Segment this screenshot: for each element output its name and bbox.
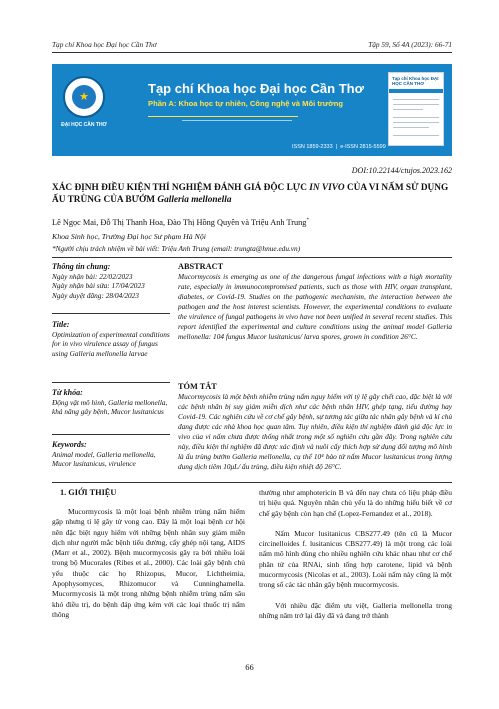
authors: Lê Ngọc Mai, Đỗ Thị Thanh Hoa, Đào Thị Hồng Quyên và Triệu Anh Trung* <box>52 218 309 227</box>
banner-title: Tạp chí Khoa học Đại học Cần Thơ <box>148 81 364 96</box>
star-icon: ★ <box>79 91 89 103</box>
tomtat-heading: TÓM TẮT <box>178 382 217 391</box>
running-journal-name: Tạp chí Khoa học Đại học Cần Thơ <box>52 40 157 49</box>
article-info <box>52 262 170 300</box>
tomtat-text: Mucormycosis là một bệnh nhiễm trùng nấm nguy hiểm với tỷ lệ gây chết cao, đặc biệt là với các bệnh nhân bị suy giảm miễn dịch như các bệnh nhân HIV, ghép tạng, tiểu đường hay Covid-19. Các nghiên cứu về cơ chế gây bệnh, sự tương tác giữa tác nhân gây bệnh và kí chủ đang được các nhà khoa học quan tâm. Tuy nhiên, điều kiện thí nghiệm đánh giá độc lực in vivo của vi nấm chưa được thống nhất trong một số nghiên cứu gần đây. Trong nghiên cứu này, điều kiện thí nghiệm đã được xác định và nuôi cấy thích hợp sử dụng đối tượng mô hình là ấu trùng bướm Galleria mellonella, cụ thể 10⁴ bào tử nấm Mucor lusitanicus trong lượng dung dịch tiêm 10μL/ ấu trùng, điều kiện nhiệt độ 26°C. <box>178 392 452 471</box>
english-title: Optimization of experimental conditions for in vivo virulence assay of fungus using Galleria mellonella larvae <box>52 329 170 358</box>
info-heading: Thông tin chung: <box>52 262 111 271</box>
intro-heading: 1. GIỚI THIỆU <box>60 488 117 497</box>
sidebar-rule <box>52 313 170 314</box>
intro-paragraph-1-cont: thường như amphotericin B và đến nay chưa có liệu pháp điều trị hiệu quả. Nguyên nhân chủ yếu là do những hiểu biết về cơ chế gây bệnh còn hạn chế (Lopez-Fernandez et al., 2018). <box>259 488 452 518</box>
abstract-text: Mucormycosis is emerging as one of the dangerous fungal infections with a high mortality rate, especially in immunocompromised patients, such as those with HIV, organ transplant, diabetes, or Covid-19. Studies on the pathogenic mechanism, the interaction between the pathogen and the host interest scientists. However, the experimental conditions to evaluate the virulence of fungal pathogens in vivo have not been unified in several recent studies. This report identified the experimental and culture conditions using the animal model Galleria mellonella: 104 fungus Mucor lusitanicus/ larva spores, grown in condition 26°C. <box>178 272 452 341</box>
intro-paragraph-2: Nấm Mucor lusitanicus CBS277.49 (tên cũ là Mucor circinelloides f. lusitanicus CBS277.49) là một trong các loài nấm mô hình dùng cho nhiều nghiên cứu khác nhau như cơ chế phân tử của RNAi, sinh tổng hợp carotene, lipid và bệnh mucormycosis (Nicolas et al., 2003). Loài nấm này cũng là một trong số các tác nhân gây bệnh mucormycosis. <box>259 528 452 590</box>
affiliation: Khoa Sinh học, Trường Đại học Sư phạm Hà Nội <box>52 232 206 241</box>
journal-cover-thumbnail <box>388 72 444 146</box>
issn-print: ISSN 1859-2333 <box>292 144 333 150</box>
decor-line <box>182 120 292 121</box>
date-revised: Ngày nhận bài sửa: 17/04/2023 <box>52 281 145 290</box>
issn-line: ISSN 1859-2333 | e-ISSN 2815-5599 <box>292 144 386 150</box>
journal-banner <box>52 64 452 156</box>
date-accepted: Ngày duyệt đăng: 28/04/2023 <box>52 290 139 300</box>
decor-line <box>148 116 298 117</box>
logo-text: ĐẠI HỌC CẦN THƠ <box>61 122 107 128</box>
paper-title: XÁC ĐỊNH ĐIỀU KIỆN THÍ NGHIỆM ĐÁNH GIÁ ĐỘC LỰC IN VIVO CỦA VI NẤM SỬ DỤNG ẤU TRÙNG CỦA BƯỚM Galleria mellonella <box>52 183 449 205</box>
intro-paragraph-3: Với nhiều đặc điểm ưu việt, Galleria mellonella trong những năm trở lại đây đã và đang trở thành <box>259 600 452 620</box>
tukhoa-text: Động vật mô hình, Galleria mellonella, khả năng gây bệnh, Mucor lusitanicus <box>52 397 168 416</box>
university-logo <box>63 76 105 118</box>
title-heading: Title: <box>52 320 70 329</box>
english-title-block <box>52 320 170 358</box>
abstract-heading: ABSTRACT <box>178 262 224 271</box>
intro-col-1 <box>52 488 245 620</box>
sidebar-rule <box>52 434 170 435</box>
intro-col-2 <box>259 488 452 621</box>
abstract <box>178 262 452 342</box>
keywords-text: Animal model, Galleria mellonella, Mucor lusitanicus, virulence <box>52 449 156 468</box>
section-rule <box>52 482 452 483</box>
header-rule <box>52 52 452 53</box>
keywords-heading: Keywords: <box>52 440 87 449</box>
date-received: Ngày nhận bài: 22/02/2023 <box>52 271 133 281</box>
running-volume: Tập 59, Số 4A (2023): 66-71 <box>368 40 452 49</box>
banner-subtitle: Phần A: Khoa học tự nhiên, Công nghệ và Môi trường <box>148 99 343 108</box>
intro-paragraph-1: Mucormycosis là một loại bệnh nhiễm trùng nấm hiếm gặp nhưng tỉ lệ gây tử vong cao. Đây là một loại bệnh cơ hội nên đặc biệt nguy hiểm với những bệnh nhân suy giảm miễn dịch như người mắc bệnh tiểu đường, cấy ghép nội tạng, AIDS (Marr et al., 2002). Bệnh mucormycosis gây ra bởi nhiều loài trong bộ Mucorales (Ribes et al., 2000). Các loài gây bệnh chủ yếu thuộc các họ Rhizopus, Mucor, Lichtheimia, Apophysomyces, Rhizomucor và Cunninghamella. Mucormycosis là một trong những bệnh nhiễm trùng nấm sâu khó điều trị, do bệnh đáp ứng kém với các loại thuốc trị nấm thông <box>52 507 245 619</box>
tom-tat <box>178 382 452 472</box>
page-number: 66 <box>245 662 254 672</box>
doi: DOI:10.22144/ctujos.2023.162 <box>351 166 452 175</box>
section-rule <box>52 257 452 258</box>
issn-online: e-ISSN 2815-5599 <box>340 144 386 150</box>
corresponding-author: *Người chịu trách nhiệm về bài viết: Triệu Anh Trung (email: trungta@hnue.edu.vn) <box>52 244 301 253</box>
vietnamese-keywords-block <box>52 388 170 417</box>
tukhoa-heading: Từ khóa: <box>52 388 83 397</box>
sidebar-rule <box>52 382 170 383</box>
keywords-block <box>52 440 170 469</box>
thumb-title: Tạp chí Khoa học ĐẠI HỌC CẦN THƠ <box>392 76 439 86</box>
